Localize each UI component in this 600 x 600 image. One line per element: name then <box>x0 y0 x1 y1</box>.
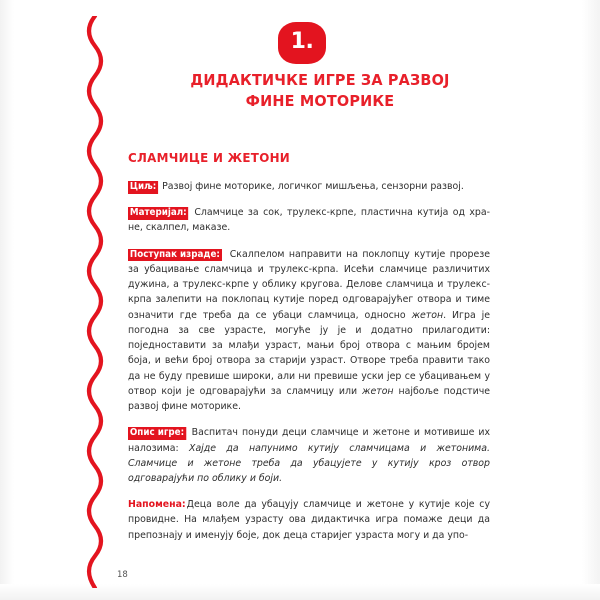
text-procedure-part-3: најбоље подстиче развој фине моторике. <box>128 385 491 413</box>
label-procedure: Поступак израде: <box>129 248 220 260</box>
text-materials: Сламчице за сок, трулекс-крпе, пластична кутија од хране, скалпел, маказе. <box>128 207 490 234</box>
page-number: 18 <box>117 570 128 580</box>
chapter-title <box>134 70 506 113</box>
label-goal: Циљ: <box>129 181 157 192</box>
label-game-description: Опис игре: <box>129 427 185 439</box>
chapter-number-badge <box>278 22 326 64</box>
block-goal <box>128 179 490 194</box>
section-title: СЛАМЧИЦЕ И ЖЕТОНИ <box>128 150 291 165</box>
block-note <box>128 497 490 543</box>
chapter-title-line-2: ФИНЕ МОТОРИКЕ <box>245 92 395 111</box>
wavy-rule-decoration <box>84 16 106 588</box>
page-edge-left <box>0 0 14 600</box>
text-note: Деца воле да убацују сламчице и жетоне у кутије које су провидне. На млађем узрасту ова дидактичка игра помаже деци да препознају и именују боје, док деца старијег узраста могу и да упо- <box>128 499 490 541</box>
text-procedure-italic-1: жетон <box>411 309 444 321</box>
text-game-description-part-1: Васпитач понуди деци сламчице и жетоне и мотивише их налозима: <box>128 427 490 454</box>
label-materials: Материјал: <box>129 207 187 219</box>
label-note: Напомена: <box>128 499 186 511</box>
chapter-number-label: 1. <box>290 29 314 54</box>
text-procedure-part-1: Скалпелом направити на поклопцу кутије прорезе за убацивање сламчица и трулекс-крпа. Исећи сламчице различитих дужина, а трулекс-крпе у облику кругова. Делове сламчица и трулекс-крпа залепити на поклопац кутије поред одговарајућег отвора и тиме означити где треба да се убаци сламчица, односно <box>128 248 490 321</box>
text-procedure-italic-2: жетон <box>362 385 394 397</box>
block-game-description <box>128 425 490 486</box>
content-column <box>128 150 490 554</box>
text-procedure-part-2: . Игра је погодна за све узрасте, могуће ју је и додатно прилагодити: поједноставити за млађи узраст, мањи број отвора с мањим бројем боја, и већи број отвора за старији узраст. Отворе треба правити тако да не буду превише широки, али ни превише уски јер се убацивањем у отвор који је одговарајући за сламчицу или <box>128 309 490 397</box>
chapter-title-line-1: ДИДАКТИЧКЕ ИГРЕ ЗА РАЗВОЈ <box>190 71 450 89</box>
block-procedure <box>128 247 490 415</box>
text-goal: Развој фине моторике, логичког мишљења, сензорни развој. <box>162 181 464 192</box>
page-edge-right <box>582 0 600 600</box>
block-materials <box>128 205 490 235</box>
text-game-description-italic: Хајде да напунимо кутију сламчицама и жетонима. Сламчице и жетоне треба да убацујете у кутију кроз отвор одговарајући по облику и боји. <box>128 442 490 484</box>
